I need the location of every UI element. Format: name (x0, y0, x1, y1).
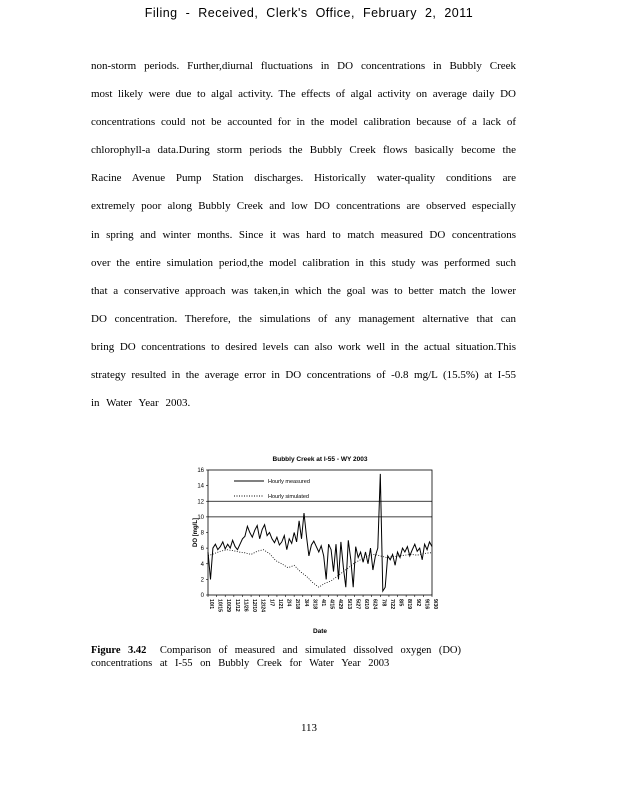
filing-header: Filing - Received, Clerk's Office, February 2, 2011 (144, 6, 474, 20)
y-tick-label: 6 (200, 546, 204, 553)
x-tick-label: 6/24 (371, 599, 378, 610)
x-tick-label: 5/13 (345, 599, 352, 610)
x-tick-label: 7/22 (388, 599, 395, 610)
plot-frame (208, 470, 432, 595)
x-tick-label: 10/29 (225, 599, 232, 612)
figure-label: Figure 3.42 (91, 645, 147, 656)
x-tick-label: 6/10 (363, 599, 370, 610)
x-tick-label: 9/30 (432, 599, 438, 610)
figure-caption (91, 644, 461, 670)
x-tick-label: 2/18 (294, 599, 301, 610)
x-tick-label: 4/1 (320, 599, 326, 607)
body-line: concentrations could not be accounted for in the model calibration because of a lack of (91, 116, 516, 129)
body-line: in spring and winter months. Since it was hard to match measured DO concentrations (91, 228, 516, 241)
x-tick-label: 4/15 (328, 599, 335, 610)
chart-title: Bubbly Creek at I-55 - WY 2003 (272, 456, 368, 463)
x-tick-label: 11/26 (242, 599, 249, 612)
x-tick-label: 8/19 (406, 599, 413, 610)
body-paragraph (91, 59, 516, 424)
y-tick-label: 0 (200, 593, 204, 599)
x-tick-label: 3/18 (311, 599, 318, 610)
body-line: strategy resulted in the average error in DO concentrations of -0.8 mg/L (15.5%) at I-55 (91, 369, 516, 382)
y-tick-label: 2 (200, 577, 204, 584)
x-tick-label: 11/12 (233, 599, 240, 612)
body-line: in Water Year 2003. (91, 397, 191, 410)
x-tick-label: 7/8 (380, 599, 387, 607)
series-measured-line (208, 474, 432, 591)
do-chart-svg (188, 450, 443, 640)
x-tick-label: 12/10 (251, 599, 258, 612)
body-line: chlorophyll-a data.During storm periods the Bubbly Creek flows basically become the (91, 144, 516, 157)
x-tick-label: 5/27 (354, 599, 361, 610)
body-line: non-storm periods. Further,diurnal fluctuations in DO concentrations in Bubbly Creek (91, 60, 516, 72)
x-tick-label: 9/16 (423, 599, 430, 610)
body-line: over the entire simulation period,the model calibration in this study was performed such (91, 256, 516, 269)
series-simulated-line (208, 550, 432, 588)
x-tick-label: 8/5 (397, 599, 404, 607)
y-tick-label: 4 (200, 561, 204, 568)
y-tick-label: 10 (197, 514, 204, 521)
page-number: 113 (300, 722, 318, 734)
legend-label: Hourly measured (268, 479, 310, 485)
x-tick-label: 3/4 (302, 599, 309, 607)
caption-line-2: concentrations at I-55 on Bubbly Creek for Water Year 2003 (91, 658, 390, 669)
y-tick-label: 8 (200, 530, 204, 537)
x-tick-label: 10/15 (216, 599, 223, 612)
x-tick-label: 9/2 (414, 599, 421, 607)
x-tick-label: 1/21 (276, 599, 283, 610)
x-axis-label: Date (312, 628, 328, 635)
body-line: most likely were due to algal activity. The effects of algal activity on average daily DO (91, 88, 516, 101)
x-tick-label: 12/24 (259, 599, 266, 612)
body-line: DO concentration. Therefore, the simulations of any management alternative that can (91, 312, 516, 325)
y-axis-label: DO [mg/L] (193, 518, 199, 547)
caption-line-1: Comparison of measured and simulated dissolved oxygen (DO) (159, 645, 461, 656)
body-line: bring DO concentrations to desired levels can also work well in the actual situation.This (91, 340, 516, 353)
y-tick-label: 12 (197, 499, 204, 506)
legend-label: Hourly simulated (268, 494, 309, 500)
x-tick-label: 1/7 (268, 599, 275, 607)
body-line: Racine Avenue Pump Station discharges. Historically water-quality conditions are (91, 172, 516, 185)
body-line: that a conservative approach was taken,in which the goal was to better match the lower (91, 284, 516, 297)
x-tick-label: 10/1 (208, 599, 214, 610)
x-tick-label: 2/4 (285, 599, 292, 607)
body-line: extremely poor along Bubbly Creek and low DO concentrations are observed especially (91, 200, 516, 213)
x-tick-label: 4/29 (337, 599, 344, 610)
y-tick-label: 16 (197, 468, 204, 474)
y-tick-label: 14 (197, 483, 204, 490)
do-chart (188, 450, 443, 640)
